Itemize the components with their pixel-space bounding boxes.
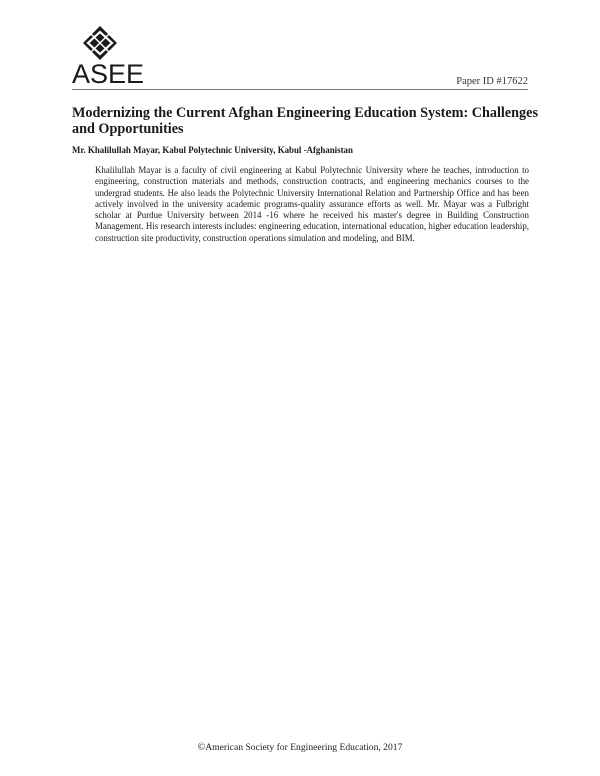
paper-id: Paper ID #17622 [456, 76, 528, 87]
author-line: Mr. Khalilullah Mayar, Kabul Polytechnic University, Kabul -Afghanistan [72, 145, 353, 155]
copyright-footer [0, 742, 600, 754]
paper-title: Modernizing the Current Afghan Engineering Education System: Challenges and Opportunities [72, 105, 538, 137]
copyright-symbol: © [197, 742, 206, 753]
asee-logo-icon [82, 26, 118, 60]
logo-text: ASEE [72, 59, 145, 89]
asee-logo [72, 26, 145, 89]
header-divider [72, 89, 528, 90]
author-bio: Khalilullah Mayar is a faculty of civil engineering at Kabul Polytechnic University where he teaches, introduction to engineering, construction materials and methods, construction contracts, and engineering mechanics courses to the undergrad students. He also leads the Polytechnic University International Relation and Partnership Office and has been actively involved in the university academic programs-quality assurance efforts as well. Mr. Mayar was a Fulbright scholar at Purdue University between 2014 -16 where he received his master's degree in Building Construction Management. His research interests includes: engineering education, international education, higher education leadership, construction site productivity, construction operations simulation and modeling, and BIM. [95, 165, 529, 243]
copyright-text: American Society for Engineering Education, 2017 [205, 742, 403, 753]
